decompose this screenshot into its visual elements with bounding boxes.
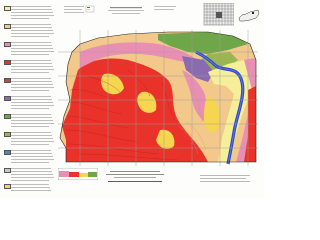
- state-locator-map: [238, 8, 260, 22]
- legend-text-line: [11, 90, 49, 91]
- credit-line: [200, 181, 250, 182]
- legend-text-lines: [2, 4, 54, 192]
- legend-text-line: [11, 159, 54, 160]
- legend-text-line: [11, 108, 49, 109]
- legend-text-line: [11, 105, 54, 106]
- legend-text-line: [11, 184, 49, 185]
- legend-text-line: [11, 138, 53, 139]
- legend-text-line: [11, 135, 52, 136]
- legend-text-line: [11, 9, 52, 10]
- legend-text-line: [11, 15, 54, 16]
- legend-text-line: [11, 180, 49, 181]
- legend-text-line: [11, 114, 51, 115]
- geologic-map: [58, 30, 258, 166]
- state-outline: [238, 9, 260, 23]
- legend-text-line: [11, 117, 52, 118]
- caption-line: [108, 181, 162, 182]
- legend-text-line: [11, 102, 53, 103]
- caption-line: [114, 177, 156, 178]
- index-grid-svg: [196, 3, 234, 29]
- legend-text-line: [11, 87, 54, 88]
- legend-text-line: [11, 150, 51, 151]
- legend-text-line: [11, 33, 54, 34]
- legend-text-line: [11, 126, 49, 127]
- legend-text-line: [11, 60, 51, 61]
- legend-text-line: [11, 36, 49, 37]
- map-canvas: [58, 30, 258, 166]
- legend-text-line: [11, 162, 49, 163]
- legend-text-line: [11, 30, 53, 31]
- legend-text-line: [11, 54, 49, 55]
- legend-text-line: [11, 153, 52, 154]
- map-header: [64, 5, 184, 25]
- legend-text-line: [11, 123, 54, 124]
- legend-text-line: [11, 187, 50, 188]
- legend-text-line: [11, 81, 52, 82]
- legend-text-line: [11, 18, 49, 19]
- legend-text-line: [11, 48, 53, 49]
- legend-text-line: [11, 69, 54, 70]
- cross-section: [58, 168, 98, 180]
- legend-text-line: [11, 6, 51, 7]
- legend-text-line: [11, 190, 51, 191]
- header-text-lines: [64, 5, 184, 25]
- legend-text-line: [11, 120, 53, 121]
- legend-text-line: [11, 27, 52, 28]
- legend-text-line: [11, 132, 51, 133]
- legend-text-line: [11, 24, 51, 25]
- caption-line: [106, 174, 164, 175]
- map-caption: [100, 170, 170, 184]
- legend-text-line: [11, 171, 52, 172]
- legend-text-line: [11, 42, 51, 43]
- legend-text-line: [11, 177, 54, 178]
- legend-text-line: [11, 144, 49, 145]
- credit-line: [200, 175, 250, 176]
- legend-text-line: [11, 168, 51, 169]
- quadrangle-index-grid: [196, 3, 234, 29]
- legend-text-line: [11, 12, 53, 13]
- legend-text-line: [11, 72, 49, 73]
- legend-text-line: [11, 51, 54, 52]
- legend-text-line: [11, 156, 53, 157]
- legend-text-line: [11, 141, 54, 142]
- legend-text-line: [11, 174, 53, 175]
- legend-text-line: [11, 63, 52, 64]
- legend-text-line: [11, 96, 51, 97]
- legend-text-line: [11, 84, 53, 85]
- legend-text-line: [11, 66, 53, 67]
- caption-line: [110, 171, 160, 172]
- credit-line: [200, 178, 246, 179]
- legend-text-line: [11, 45, 52, 46]
- legend-text-line: [11, 99, 52, 100]
- legend-column: [2, 4, 54, 192]
- legend-text-line: [11, 78, 51, 79]
